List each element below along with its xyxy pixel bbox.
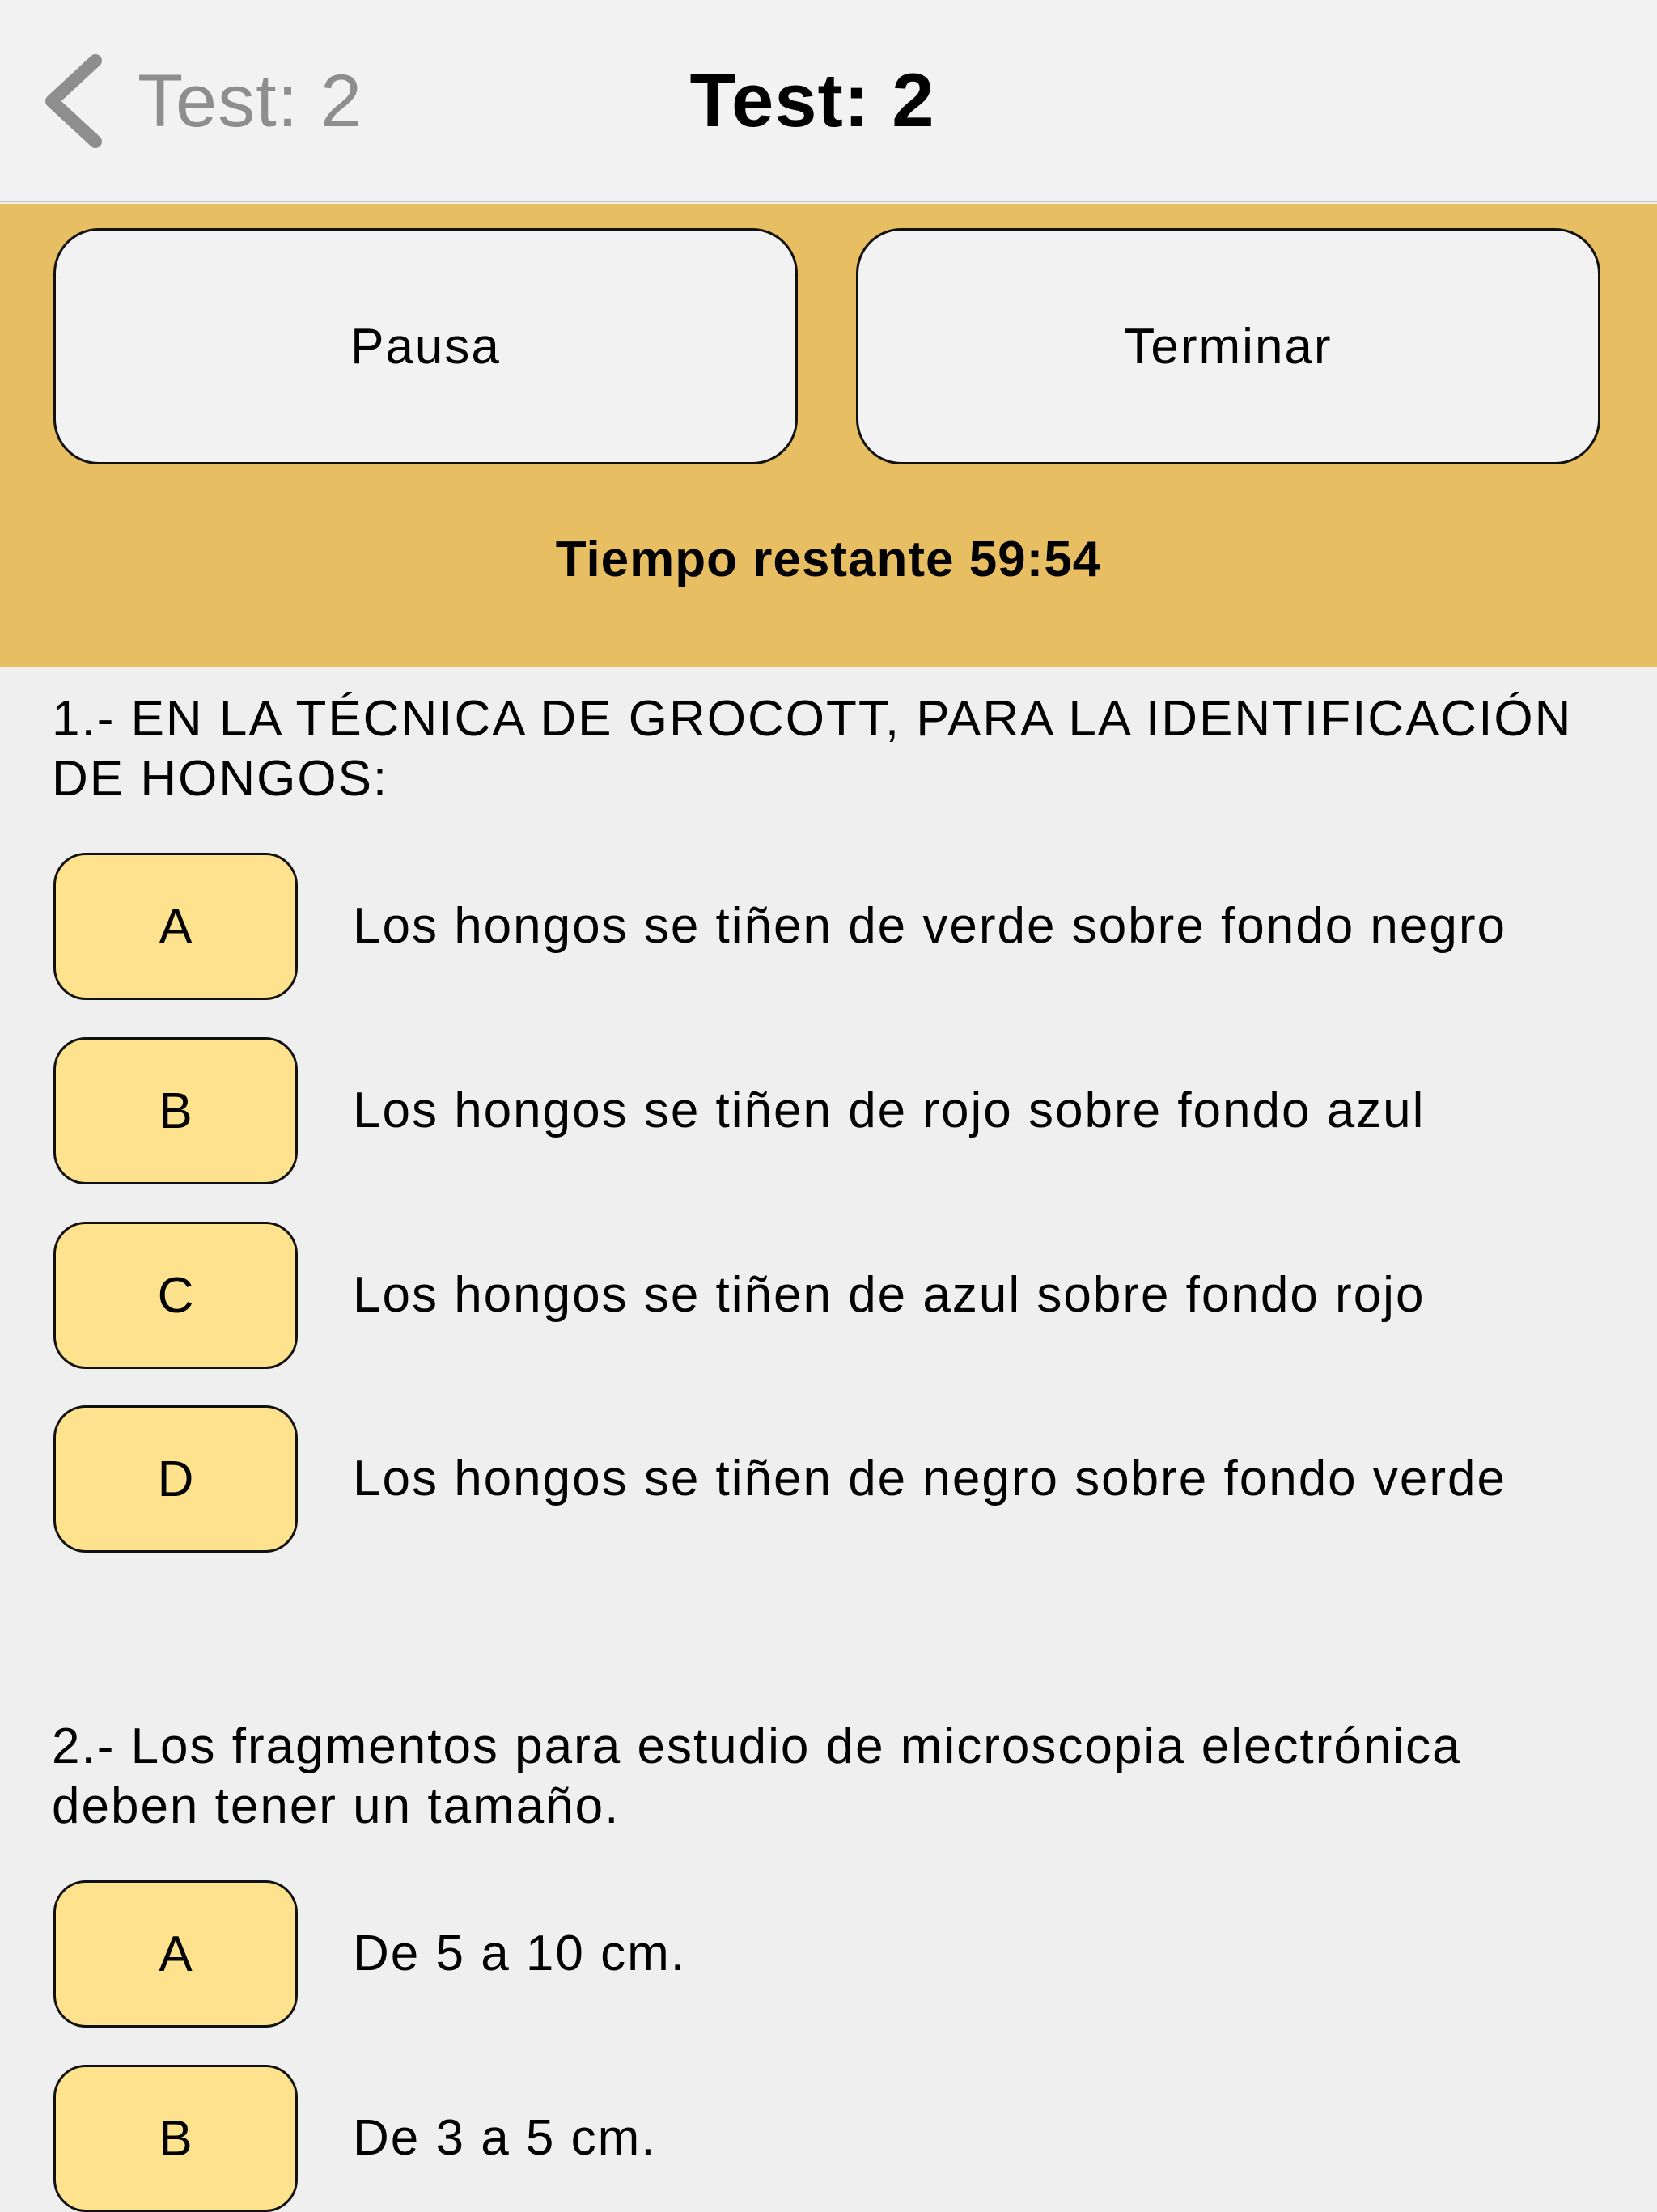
answer-d-button[interactable]: D — [53, 1405, 298, 1553]
question-1-text: 1.- EN LA TÉCNICA DE GROCOTT, PARA LA IDENTIFICACIÓN DE HONGOS: — [52, 691, 1573, 807]
answer-a-button[interactable]: A — [53, 1880, 298, 2028]
answer-a-button[interactable]: A — [53, 853, 298, 1000]
answer-d-text: Los hongos se tiñen de negro sobre fondo verde — [353, 1451, 1507, 1506]
answer-b-button[interactable]: B — [53, 1037, 298, 1184]
answer-b-text: Los hongos se tiñen de rojo sobre fondo azul — [353, 1083, 1426, 1138]
finish-button[interactable]: Terminar — [856, 228, 1600, 464]
pause-button[interactable]: Pausa — [53, 228, 798, 464]
answer-a-text: Los hongos se tiñen de verde sobre fondo negro — [353, 898, 1507, 954]
question-2-text: 2.- Los fragmentos para estudio de microscopia electrónica deben tener un tamaño. — [52, 1718, 1462, 1834]
time-remaining: Tiempo restante 59:54 — [555, 532, 1102, 587]
test-control-panel — [0, 204, 1657, 667]
back-button-label: Test: 2 — [138, 59, 363, 142]
page-title: Test: 2 — [689, 57, 935, 142]
answer-c-button[interactable]: C — [53, 1222, 298, 1369]
answer-b-text: De 3 a 5 cm. — [353, 2110, 657, 2166]
navigation-bar — [0, 0, 1657, 202]
answer-c-text: Los hongos se tiñen de azul sobre fondo rojo — [353, 1267, 1426, 1323]
answer-a-text: De 5 a 10 cm. — [353, 1926, 686, 1981]
answer-b-button[interactable]: B — [53, 2065, 298, 2212]
